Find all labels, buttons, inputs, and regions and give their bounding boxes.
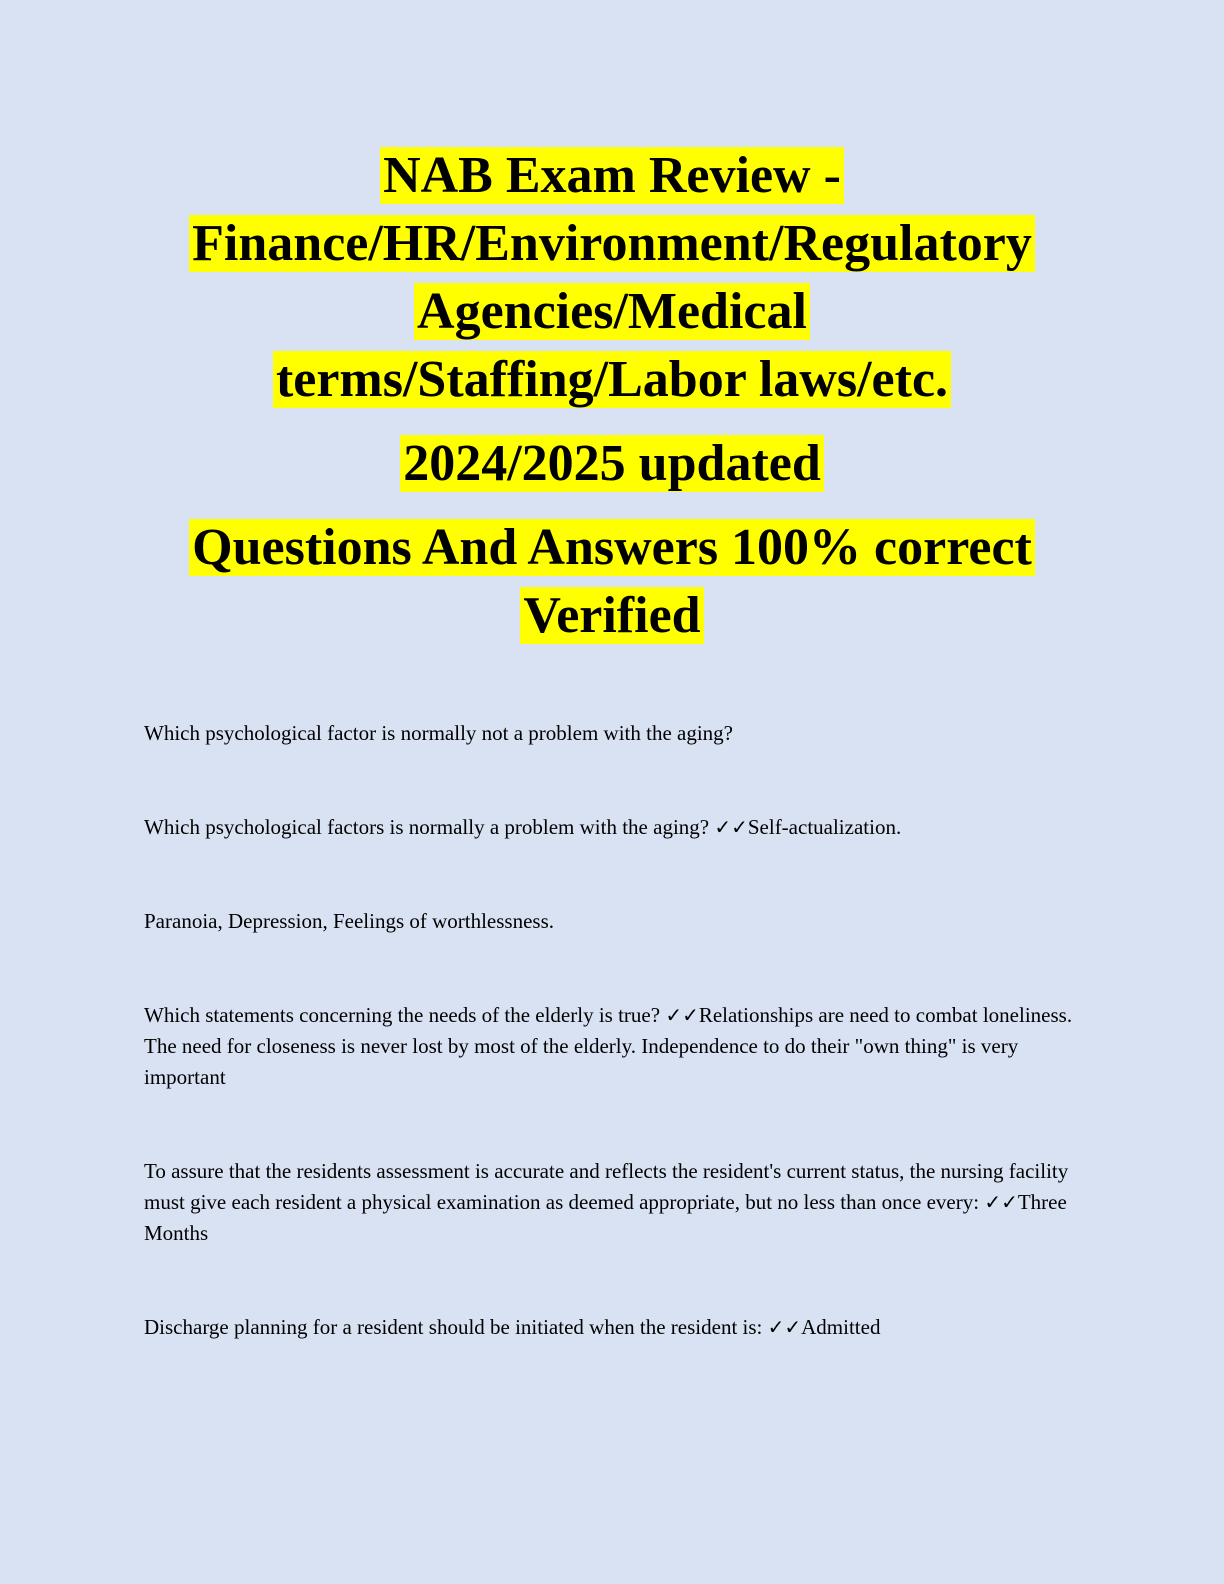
tagline-line: Verified <box>520 587 703 644</box>
double-check-icon: ✓✓ <box>767 1315 802 1339</box>
double-check-icon: ✓✓ <box>714 815 748 839</box>
qa-item <box>144 1312 1074 1343</box>
answer-text: Admitted <box>801 1315 881 1339</box>
qa-item <box>144 906 1074 937</box>
title-block <box>60 142 1164 650</box>
question-text: Which psychological factors is normally a problem with the aging? <box>144 815 715 839</box>
qa-item <box>144 812 1074 843</box>
answer-text: Self-actualization. <box>747 815 902 839</box>
title-line: Agencies/Medical <box>414 283 810 340</box>
qa-item <box>144 718 1074 749</box>
subtitle-text: 2024/2025 updated <box>400 435 824 492</box>
document-title <box>60 142 1164 414</box>
qa-item <box>144 1156 1074 1249</box>
answer-text: Three Months <box>144 1190 1067 1245</box>
qa-list <box>144 718 1074 1343</box>
qa-item <box>144 1000 1074 1093</box>
question-text: Discharge planning for a resident should be initiated when the resident is: <box>144 1315 768 1339</box>
title-line: NAB Exam Review - <box>380 147 844 204</box>
tagline-line: Questions And Answers 100% correct <box>189 519 1035 576</box>
question-text: Paranoia, Depression, Feelings of worthlessness. <box>144 909 555 933</box>
document-tagline <box>60 514 1164 650</box>
answer-text: Relationships are need to combat loneliness. The need for closeness is never lost by most of the elderly. Independence to do their "own thing" is very important <box>144 1003 1073 1089</box>
double-check-icon: ✓✓ <box>984 1190 1018 1214</box>
double-check-icon: ✓✓ <box>665 1003 699 1027</box>
question-text: Which psychological factor is normally not a problem with the aging? <box>144 721 734 745</box>
document-subtitle <box>60 430 1164 498</box>
title-line: terms/Staffing/Labor laws/etc. <box>273 351 951 408</box>
question-text: Which statements concerning the needs of the elderly is true? <box>144 1003 666 1027</box>
title-line: Finance/HR/Environment/Regulatory <box>189 215 1035 272</box>
question-text: To assure that the residents assessment is accurate and reflects the resident's current status, the nursing facility must give each resident a physical examination as deemed appropriate, but no less than once every: <box>144 1159 1069 1214</box>
